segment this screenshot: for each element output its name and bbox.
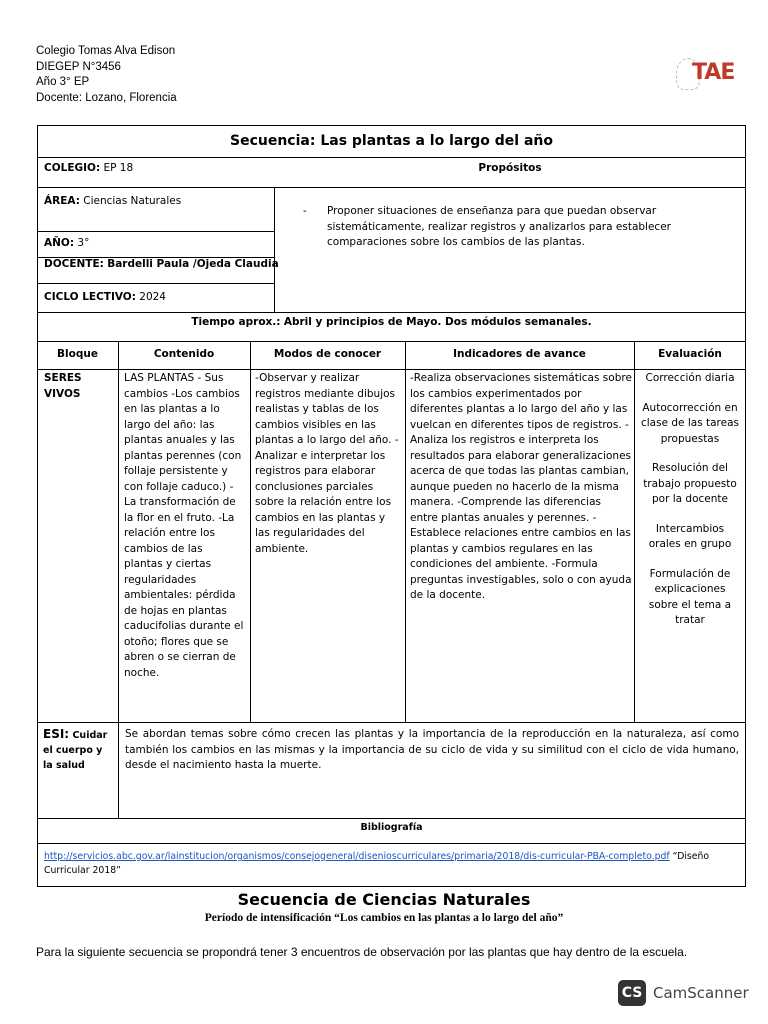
teacher: Docente: Lozano, Florencia xyxy=(36,91,177,104)
col-header-evaluacion: Evaluación xyxy=(658,348,722,360)
col-header-indicadores: Indicadores de avance xyxy=(453,348,586,360)
camscanner-badge: CS xyxy=(618,980,646,1006)
section-title: Secuencia de Ciencias Naturales xyxy=(237,890,531,909)
evaluacion-item: Autocorrección en clase de las tareas propuestas xyxy=(640,401,740,445)
contenido-cell: LAS PLANTAS - Sus cambios -Los cambios en las plantas a lo largo del año: las plantas anuales y las plantas perennes (con follaje persistente y con follaje caduco.) -La transformación de la flor en el fruto. -La relación entre los cambios de las plantas y ciertas regularidades ambientales: pérdida de hojas en plantas caducifolias durante el otoño; flores que se abren o se cierran de noche. xyxy=(124,372,244,679)
bibliografia-cell xyxy=(44,850,734,878)
ciclo-label: CICLO LECTIVO: xyxy=(44,291,136,303)
evaluacion-item: Resolución del trabajo propuesto por la docente xyxy=(643,462,737,505)
esi-text: Se abordan temas sobre cómo crecen las plantas y la importancia de la reproducción en la naturaleza, así como también los cambios en las mismas y la importancia de su ciclo de vida y su similitud con el ciclo de vida humano, desde el nacimiento hasta la muerte. xyxy=(125,728,739,771)
evaluacion-cell xyxy=(639,371,741,629)
modos-cell: -Observar y realizar registros mediante dibujos realistas y tablas de los cambios visibles en las plantas a lo largo del año. -Analizar e interpretar los registros para elaborar conclusiones parciales sobre la relación entre los cambios en las plantas y las regularidades del ambiente. xyxy=(255,372,399,555)
evaluacion-item: Intercambios orales en grupo xyxy=(648,522,732,550)
docente-value: Bardelli Paula /Ojeda Claudia xyxy=(107,258,279,270)
colegio-value: EP 18 xyxy=(103,162,134,174)
col-header-contenido: Contenido xyxy=(153,348,215,360)
camscanner-watermark xyxy=(618,980,758,1010)
school-logo xyxy=(672,52,735,102)
esi-cell xyxy=(43,727,115,773)
esi-subtitle: Cuidar el cuerpo y la salud xyxy=(43,730,108,771)
anio-cell xyxy=(44,236,89,252)
colegio-cell xyxy=(44,161,133,177)
table-title: Secuencia: Las plantas a lo largo del año xyxy=(230,133,553,149)
area-value: Ciencias Naturales xyxy=(83,195,182,207)
logo-text: TAE xyxy=(692,60,735,85)
bloque-cell: SERES VIVOS xyxy=(44,372,82,400)
section-paragraph: Para la siguiente secuencia se propondrá tener 3 encuentros de observación por las plantas que hay dentro de la escuela. xyxy=(36,945,688,959)
bibliografia-text: “Diseño Curricular 2018” xyxy=(44,851,710,876)
col-header-modos: Modos de conocer xyxy=(273,348,382,360)
anio-value: 3° xyxy=(77,237,90,249)
evaluacion-item: Formulación de explicaciones sobre el tema a tratar xyxy=(648,567,732,626)
document-header xyxy=(36,44,177,106)
col-header-bloque: Bloque xyxy=(57,348,98,360)
tiempo-label: Tiempo aprox.: xyxy=(191,316,281,328)
ciclo-value: 2024 xyxy=(139,291,166,303)
area-cell xyxy=(44,194,181,210)
docente-cell xyxy=(44,257,279,273)
colegio-label: COLEGIO: xyxy=(44,162,101,174)
section-subtitle: Período de intensificación “Los cambios en las plantas a lo largo del año” xyxy=(204,912,564,924)
bibliografia-label: Bibliografía xyxy=(360,822,423,833)
propositos-text: Proponer situaciones de enseñanza para que puedan observar sistemáticamente, realizar registros y analizarlos para establecer comparaciones sobre los cambios de las plantas. xyxy=(327,205,671,248)
school-name: Colegio Tomas Alva Edison xyxy=(36,45,176,57)
grade: Año 3° EP xyxy=(36,76,90,89)
anio-label: AÑO: xyxy=(44,237,75,249)
tiempo-cell xyxy=(37,315,746,331)
area-label: ÁREA: xyxy=(44,195,80,207)
ciclo-cell xyxy=(44,290,166,306)
bibliografia-link[interactable]: http://servicios.abc.gov.ar/lainstitucion/organismos/consejogeneral/disenioscurriculares/primaria/2018/dis-curricular-PBA-completo.pdf xyxy=(44,851,670,862)
docente-label: DOCENTE: xyxy=(44,258,104,270)
propositos-label: Propósitos xyxy=(478,162,542,174)
indicadores-cell: -Realiza observaciones sistemáticas sobre los cambios experimentados por diferentes plantas a lo largo del año y las vuelcan en diferentes tipos de registros. -Analiza los registros e interpreta los resultados para elaborar generalizaciones acerca de que todas las plantas cambian, aunque pueden no hacerlo de la misma manera. -Comprende las diferencias entre plantas anuales y perennes. -Establece relaciones entre cambios en las plantas y cambios regulares en las condiciones del ambiente. -Formula preguntas investigables, solo o con ayuda de la docente. xyxy=(410,372,632,601)
esi-label: ESI: xyxy=(43,727,70,741)
diegep-number: DIEGEP N°3456 xyxy=(36,60,121,73)
camscanner-name: CamScanner xyxy=(653,984,749,1002)
tiempo-value: Abril y principios de Mayo. Dos módulos semanales. xyxy=(283,316,592,328)
propositos-dash: - xyxy=(303,205,307,217)
evaluacion-item: Corrección diaria xyxy=(645,372,735,384)
